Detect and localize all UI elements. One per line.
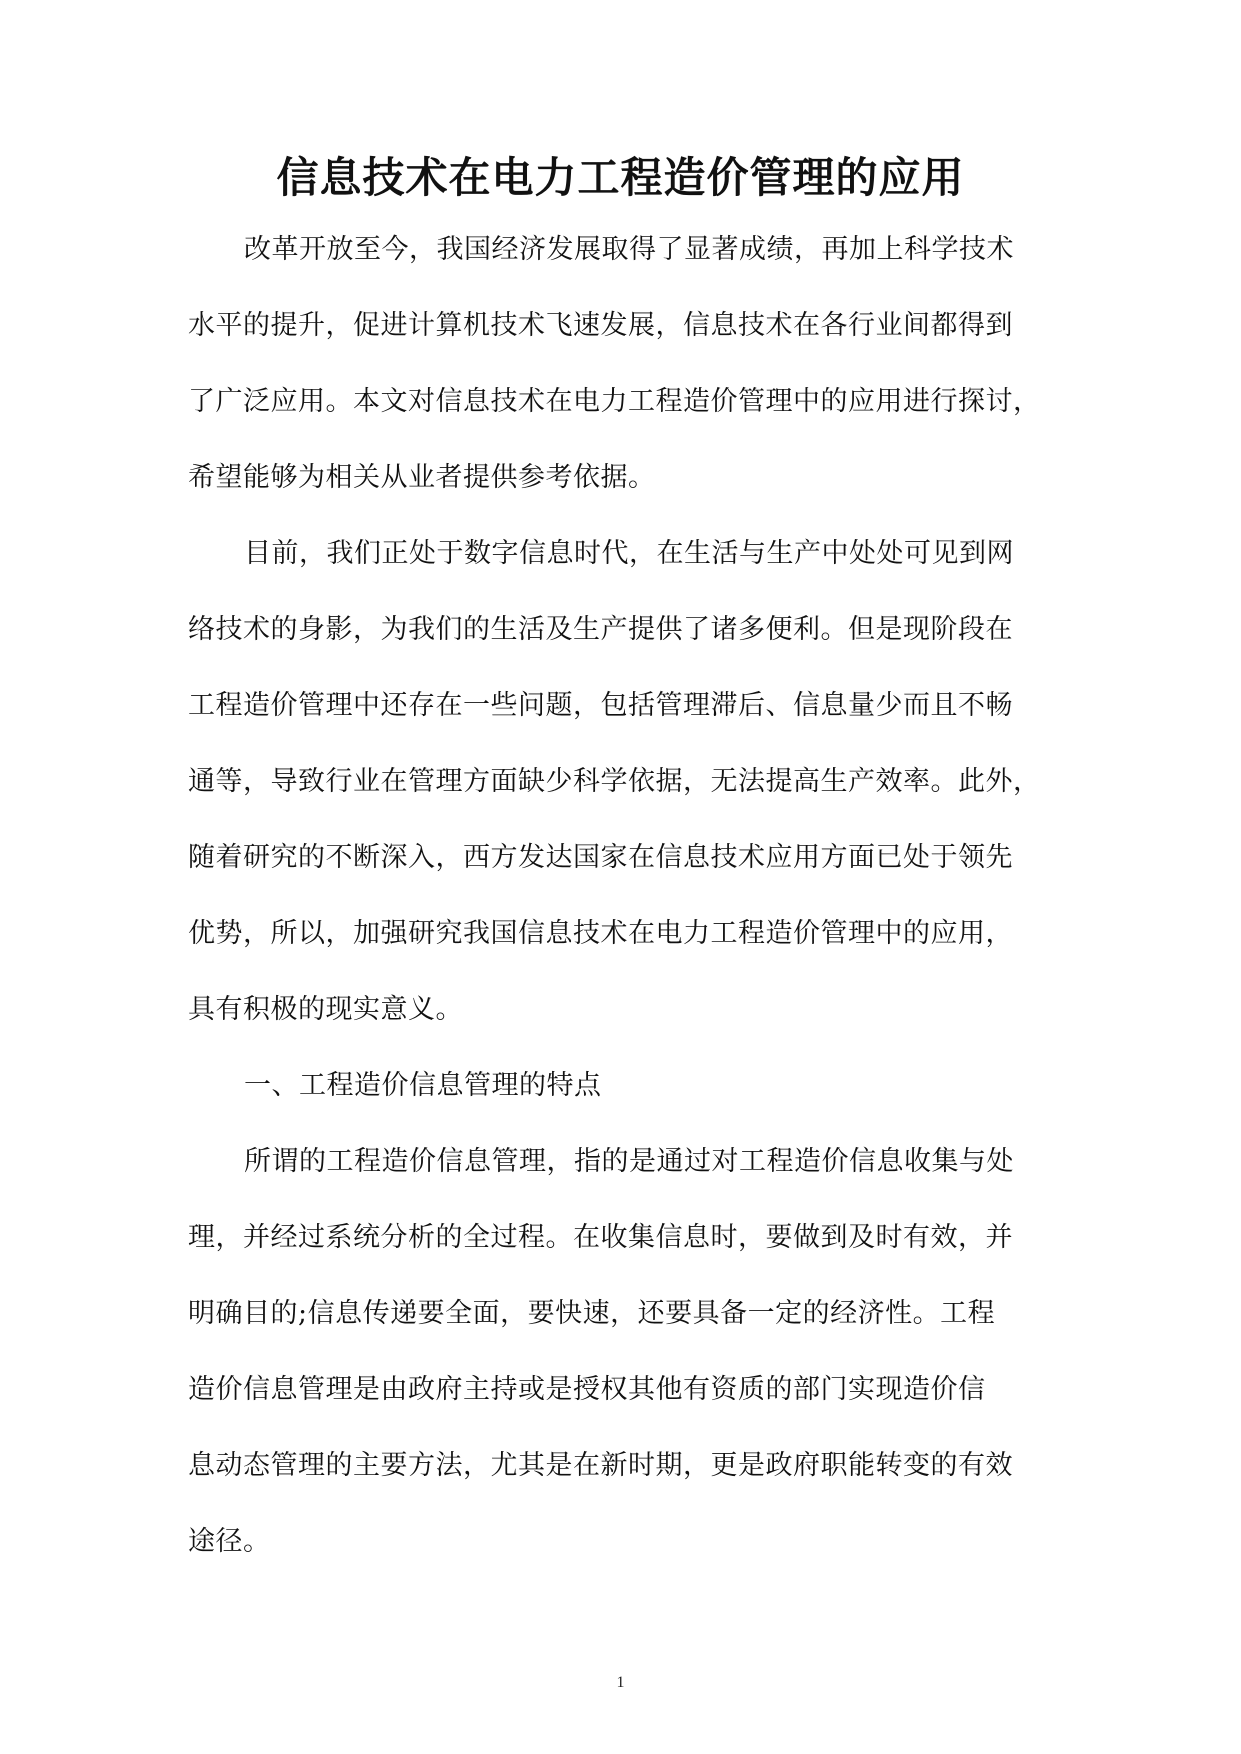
paragraph-3-line-3: 明确目的;信息传递要全面，要快速，还要具备一定的经济性。工程 <box>188 1298 996 1329</box>
paragraph-2-line-5: 随着研究的不断深入，西方发达国家在信息技术应用方面已处于领先 <box>188 842 1013 873</box>
section-heading-1: 一、工程造价信息管理的特点 <box>244 1070 602 1101</box>
paragraph-1-line-4: 希望能够为相关从业者提供参考依据。 <box>188 462 656 493</box>
paragraph-3-line-6: 途径。 <box>188 1526 271 1557</box>
paragraph-1-line-1: 改革开放至今，我国经济发展取得了显著成绩，再加上科学技术 <box>244 234 1014 265</box>
paragraph-2-line-2: 络技术的身影，为我们的生活及生产提供了诸多便利。但是现阶段在 <box>188 614 1013 645</box>
paragraph-3-line-5: 息动态管理的主要方法，尤其是在新时期，更是政府职能转变的有效 <box>188 1450 1013 1481</box>
paragraph-3-line-4: 造价信息管理是由政府主持或是授权其他有资质的部门实现造价信 <box>188 1374 986 1405</box>
paragraph-1-line-2: 水平的提升，促进计算机技术飞速发展，信息技术在各行业间都得到 <box>188 310 1013 341</box>
paragraph-2-line-3: 工程造价管理中还存在一些问题，包括管理滞后、信息量少而且不畅 <box>188 690 1013 721</box>
document-title: 信息技术在电力工程造价管理的应用 <box>276 153 965 202</box>
document-body <box>188 212 1058 1580</box>
page-number: 1 <box>616 1674 625 1691</box>
paragraph-3-line-1: 所谓的工程造价信息管理，指的是通过对工程造价信息收集与处 <box>244 1146 1014 1177</box>
paragraph-2-line-7: 具有积极的现实意义。 <box>188 994 463 1025</box>
paragraph-1-line-3: 了广泛应用。本文对信息技术在电力工程造价管理中的应用进行探讨， <box>188 386 1041 417</box>
paragraph-2-line-4: 通等，导致行业在管理方面缺少科学依据，无法提高生产效率。此外， <box>188 766 1041 797</box>
paragraph-3-line-2: 理，并经过系统分析的全过程。在收集信息时，要做到及时有效，并 <box>188 1222 1013 1253</box>
paragraph-2-line-1: 目前，我们正处于数字信息时代，在生活与生产中处处可见到网 <box>244 538 1014 569</box>
paragraph-2-line-6: 优势，所以，加强研究我国信息技术在电力工程造价管理中的应用， <box>188 918 1013 949</box>
